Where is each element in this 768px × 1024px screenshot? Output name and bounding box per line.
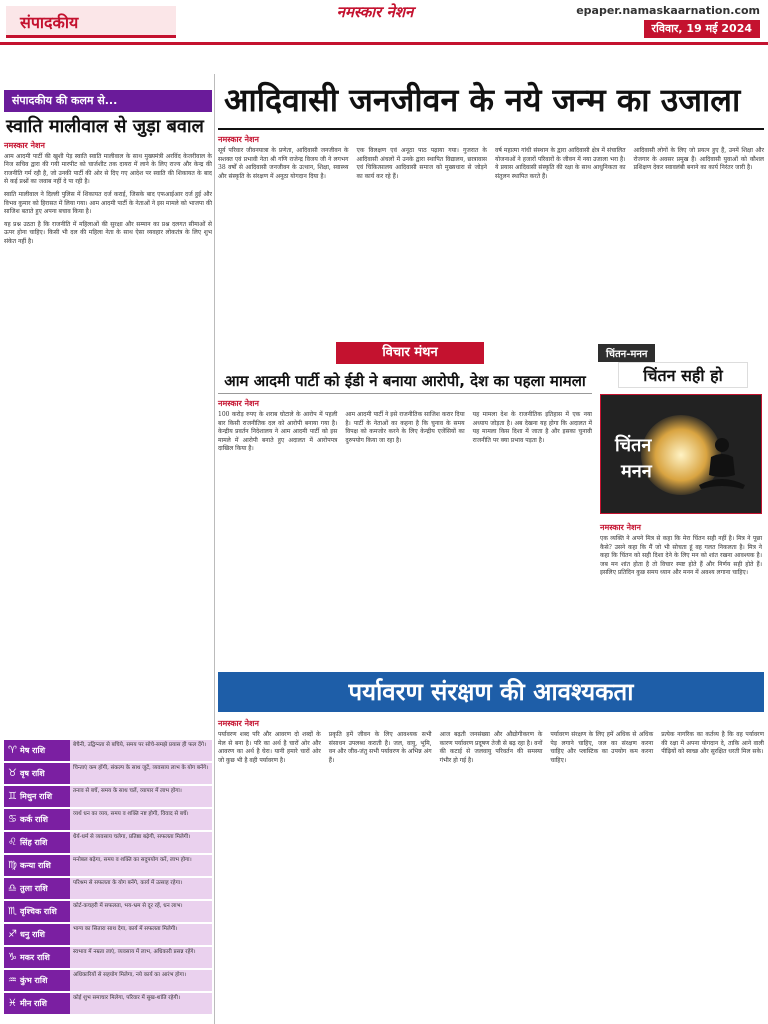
horoscope-row xyxy=(4,924,212,945)
environment-column-text: पर्यावरण संरक्षण के लिए हमें अधिक से अधिक पेड़ लगाने चाहिए, जल का संरक्षण करना चाहिए और प्लास्टिक का उपयोग कम करना चाहिए। xyxy=(550,731,654,764)
horoscope-text: कोर्ट-कचहरी में सफलता, भय-भ्रम से दूर रहें, धन लाभ। xyxy=(70,901,212,922)
vichar-headline: आम आदमी पार्टी को ईडी ने बनाया आरोपी, देश का पहला मामला xyxy=(218,368,592,394)
horoscope-text: बेचैनी, उद्विग्नता से बचिये, समय पर सोचे-समझे प्रयास ही फल देंगे। xyxy=(70,740,212,761)
horoscope-sign-name: वृष राशि xyxy=(19,769,45,778)
horoscope-sign-name: कर्क राशि xyxy=(19,815,48,824)
horoscope-text: धैर्य-धर्म से व्यवसाय चलेगा, प्रतिष्ठा बढ़ेगी, सफलता मिलेगी। xyxy=(70,832,212,853)
horoscope-sign xyxy=(4,855,70,876)
horoscope-sign-name: वृश्चिक राशि xyxy=(19,907,57,916)
horoscope-row xyxy=(4,947,212,968)
lead-headline: आदिवासी जनजीवन के नये जन्म का उजाला xyxy=(224,81,741,119)
lead-column-text: वर्ष महात्मा गांधी संस्थान के द्वारा आदिवासी क्षेत्र में संचालित योजनाओं ने हजारों परिवारों के जीवन में नया उजाला भरा है। ये प्रयास आदिवासी संस्कृति की रक्षा के साथ आधुनिकता का संतुलन स्थापित करते हैं। xyxy=(495,147,626,180)
horoscope-sign xyxy=(4,878,70,899)
vichar-column-text: 100 करोड़ रुपए के शराब घोटाले के आरोप में पहली बार किसी राजनीतिक दल को आरोपी बनाया गया है। केन्द्रीय प्रवर्तन निदेशालय ने आम आदमी पार्टी को इस मामले में आरोपी बनाते हुए अदालत में आरोपपत्र दाखिल किया है। xyxy=(218,411,338,453)
horoscope-sign xyxy=(4,924,70,945)
scorpio-icon: ♏ xyxy=(8,906,17,917)
vichar-tag: विचार मंथन xyxy=(336,342,484,364)
editorial-paragraph: यह प्रश्न उठता है कि राजनीति में महिलाओं की सुरक्षा और सम्मान का प्रश्न दलगत सीमाओं से ऊपर होना चाहिए। किसी भी दल की महिला नेता के साथ ऐसा व्यवहार लोकतंत्र के लिए शुभ संकेत नहीं है। xyxy=(4,220,212,245)
editorial-paragraph: स्वाति मालीवाल ने दिल्ली पुलिस में शिकायत दर्ज कराई, जिसके बाद एफआईआर दर्ज हुई और विभव कुमार को हिरासत में लिया गया। आम आदमी पार्टी के नेताओं ने इस मामले को भाजपा की साजिश बताते हुए अपना बचाव किया है। xyxy=(4,190,212,216)
horoscope-row xyxy=(4,901,212,922)
chintan-tag: चिंतन-मनन xyxy=(598,344,655,362)
meditating-figure-icon xyxy=(697,435,747,491)
horoscope-list xyxy=(4,740,212,1020)
horoscope-text: कोई शुभ समाचार मिलेगा, परिवार में सुख-शांति रहेगी। xyxy=(70,993,212,1014)
horoscope-sign-name: मिथुन राशि xyxy=(19,792,53,801)
section-label: संपादकीय xyxy=(20,13,79,32)
horoscope-text: भाग्य का सितारा साथ देगा, कार्य में सफलता मिलेगी। xyxy=(70,924,212,945)
environment-column-text: पर्यावरण शब्द परि और आवरण दो शब्दों के मेल से बना है। परि का अर्थ है चारों ओर और आवरण का अर्थ है घेरा। यानी हमारे चारों ओर जो कुछ भी है वही पर्यावरण है। xyxy=(218,731,321,764)
horoscope-text: चिन्ताएं कम होंगी, संकल्प के साथ जुटें, व्यवसाय लाभ के योग बनेंगे। xyxy=(70,763,212,784)
lead-column-text: सूर्य परिवार जीवनयात्रा के प्रणेता, आदिवासी जनजीवन के सशक्त एवं प्रभावी नेता श्री गणि राजेन्द्र विजय जी ने लगभग 38 वर्षों से आदिवासी जनजीवन के उत्थान, शिक्षा, स्वास्थ्य और संस्कृति के संरक्षण में अनूठा योगदान दिया है। xyxy=(218,147,349,180)
vichar-article xyxy=(218,368,592,664)
horoscope-sign xyxy=(4,993,70,1014)
horoscope-text: तनाव से बचें, समय के साथ चलें, व्यापार में लाभ होगा। xyxy=(70,786,212,807)
horoscope-sign-name: कन्या राशि xyxy=(19,861,51,870)
horoscope-sign-name: सिंह राशि xyxy=(19,838,48,847)
horoscope-row xyxy=(4,786,212,807)
horoscope-sign xyxy=(4,970,70,991)
environment-banner: पर्यावरण संरक्षण की आवश्यकता xyxy=(218,672,764,712)
lead-rule xyxy=(218,128,764,130)
horoscope-row xyxy=(4,970,212,991)
editorial-paragraph: आम आदमी पार्टी की खुशी पेड़ स्वाति स्वाति मालीवाल के साथ मुख्यमंत्री अरविंद केजरीवाल के निज सचिव द्वारा की गयी मारपीट को चार्जशीट तक दायरा में लाने के लिए राज्य और केन्द्र की राजनीति गर्म रही है, जो उनकी पार्टी की ओर से दिए गए आदेश पर स्वाति की शिकायत के बाद से कई प्रश्नों का जवाब नहीं दे पा रही है। xyxy=(4,152,212,186)
image-label: मनन xyxy=(621,461,652,482)
website-url[interactable]: epaper.namaskaarnation.com xyxy=(576,4,760,17)
horoscope-row xyxy=(4,832,212,853)
meditation-image xyxy=(600,394,762,514)
editorial-banner: संपादकीय की कलम से... xyxy=(4,90,212,112)
sagittarius-icon: ♐ xyxy=(8,929,17,940)
vichar-column-text: यह मामला देश के राजनीतिक इतिहास में एक नया अध्याय जोड़ता है। अब देखना यह होगा कि अदालत में यह मामला किस दिशा में जाता है और इसका चुनावी राजनीति पर क्या प्रभाव पड़ता है। xyxy=(472,411,592,444)
gemini-icon: ♊ xyxy=(8,791,17,802)
chintan-text: एक व्यक्ति ने अपने मित्र से कहा कि मेरा चिंतन सही नहीं है। मित्र ने पूछा कैसे? उसने कहा कि मैं जो भी सोचता हूं वह गलत निकलता है। मित्र ने कहा कि चिंतन को सही दिशा देने के लिए मन को शांत रखना आवश्यक है। जब मन शांत होता है तो विचार स्पष्ट होते हैं और निर्णय सही होते हैं। इसलिए प्रतिदिन कुछ समय ध्यान और मनन में अवश्य लगाना चाहिए। xyxy=(600,535,762,577)
virgo-icon: ♍ xyxy=(8,860,17,871)
vichar-column-text: आम आदमी पार्टी ने इसे राजनीतिक साजिश करार दिया है। पार्टी के नेताओं का कहना है कि चुनाव के समय विपक्ष को कमजोर करने के लिए केन्द्रीय एजेंसियों का दुरुपयोग किया जा रहा है। xyxy=(345,411,465,444)
horoscope-sign xyxy=(4,763,70,784)
lead-columns xyxy=(218,147,764,181)
horoscope-sign xyxy=(4,947,70,968)
horoscope-text: अधिकारियों से सहयोग मिलेगा, नये कार्य का आरंभ होगा। xyxy=(70,970,212,991)
environment-column-text: प्रत्येक नागरिक का कर्तव्य है कि वह पर्यावरण की रक्षा में अपना योगदान दे, ताकि आने वाली पीढ़ियों को स्वच्छ और सुरक्षित धरती मिल सके। xyxy=(661,731,764,756)
horoscope-row xyxy=(4,855,212,876)
lead-column-text: एक विलक्षण एवं अनूठा पाठ पढ़ाया गया। गुजरात के आदिवासी अंचलों में उनके द्वारा स्थापित विद्यालय, छात्रावास एवं चिकित्सालय आदिवासी समाज को मुख्यधारा से जोड़ने का कार्य कर रहे हैं। xyxy=(356,147,487,180)
editorial-column xyxy=(4,90,212,852)
horoscope-sign-name: मकर राशि xyxy=(19,953,50,962)
environment-column-text: आज बढ़ती जनसंख्या और औद्योगीकरण के कारण पर्यावरण प्रदूषण तेजी से बढ़ रहा है। वनों की कटाई से जलवायु परिवर्तन की समस्या गंभीर हो गई है। xyxy=(439,731,543,764)
horoscope-sign-name: मेष राशि xyxy=(19,746,46,755)
pisces-icon: ♓ xyxy=(8,998,17,1009)
issue-date: रविवार, 19 मई 2024 xyxy=(644,20,761,38)
leo-icon: ♌ xyxy=(8,837,17,848)
lead-article xyxy=(218,74,764,336)
editorial-byline: नमस्कार नेशन xyxy=(4,140,45,150)
header-rule xyxy=(0,42,768,45)
horoscope-row xyxy=(4,740,212,761)
chintan-byline: नमस्कार नेशन xyxy=(600,523,641,532)
page-header xyxy=(0,0,768,48)
cancer-icon: ♋ xyxy=(8,814,17,825)
horoscope-sign xyxy=(4,786,70,807)
capricorn-icon: ♑ xyxy=(8,952,17,963)
horoscope-row xyxy=(4,809,212,830)
lead-column-text: आदिवासी लोगों के लिए जो प्रयत्न हुए हैं, उनमें शिक्षा और रोजगार के अवसर प्रमुख हैं। आदिवासी युवाओं को कौशल प्रशिक्षण देकर स्वावलंबी बनाने का कार्य निरंतर जारी है। xyxy=(633,147,764,172)
vichar-banner xyxy=(218,342,592,364)
column-divider xyxy=(214,74,215,1024)
lead-byline: नमस्कार नेशन xyxy=(218,135,259,144)
libra-icon: ♎ xyxy=(8,883,17,894)
horoscope-text: परिश्रम से सफलता के योग बनेंगे, कार्य में उत्साह रहेगा। xyxy=(70,878,212,899)
horoscope-row xyxy=(4,993,212,1014)
editorial-title: स्वाति मालीवाल से जुड़ा बवाल xyxy=(6,116,204,137)
masthead: नमस्कार नेशन xyxy=(336,3,414,21)
horoscope-sign xyxy=(4,809,70,830)
aries-icon: ♈ xyxy=(8,745,17,756)
horoscope-sign xyxy=(4,832,70,853)
horoscope-sign xyxy=(4,740,70,761)
vichar-byline: नमस्कार नेशन xyxy=(218,399,259,408)
horoscope-row xyxy=(4,763,212,784)
section-tag xyxy=(6,6,176,38)
environment-article xyxy=(218,716,764,1020)
horoscope-sign xyxy=(4,901,70,922)
horoscope-sign-name: मीन राशि xyxy=(19,999,47,1008)
horoscope-sign-name: धनु राशि xyxy=(19,930,45,939)
environment-byline: नमस्कार नेशन xyxy=(218,719,259,728)
vichar-columns xyxy=(218,411,592,454)
horoscope-sign-name: तुला राशि xyxy=(19,884,48,893)
image-label: चिंतन xyxy=(615,435,652,456)
taurus-icon: ♉ xyxy=(8,768,17,779)
horoscope-sign-name: कुंभ राशि xyxy=(19,976,48,985)
chintan-title: चिंतन सही हो xyxy=(618,362,748,388)
horoscope-text: मनोबल बढ़ेगा, समय व शक्ति का सदुपयोग करें, लाभ होगा। xyxy=(70,855,212,876)
environment-columns xyxy=(218,731,764,765)
environment-column-text: प्रकृति हमें जीवन के लिए आवश्यक सभी संसाधन उपलब्ध कराती है। जल, वायु, भूमि, वन और जीव-जंतु सभी पर्यावरण के अभिन्न अंग हैं। xyxy=(328,731,432,764)
horoscope-text: व्यर्थ धन का व्यय, समय व शक्ति नष्ट होगी, विवाद से बचें। xyxy=(70,809,212,830)
horoscope-text: स्वभाव में नम्रता लाएं, व्यवसाय में लाभ, अधिकारी प्रसन्न रहेंगे। xyxy=(70,947,212,968)
horoscope-row xyxy=(4,878,212,899)
aquarius-icon: ♒ xyxy=(8,975,17,986)
chintan-box xyxy=(598,342,764,664)
